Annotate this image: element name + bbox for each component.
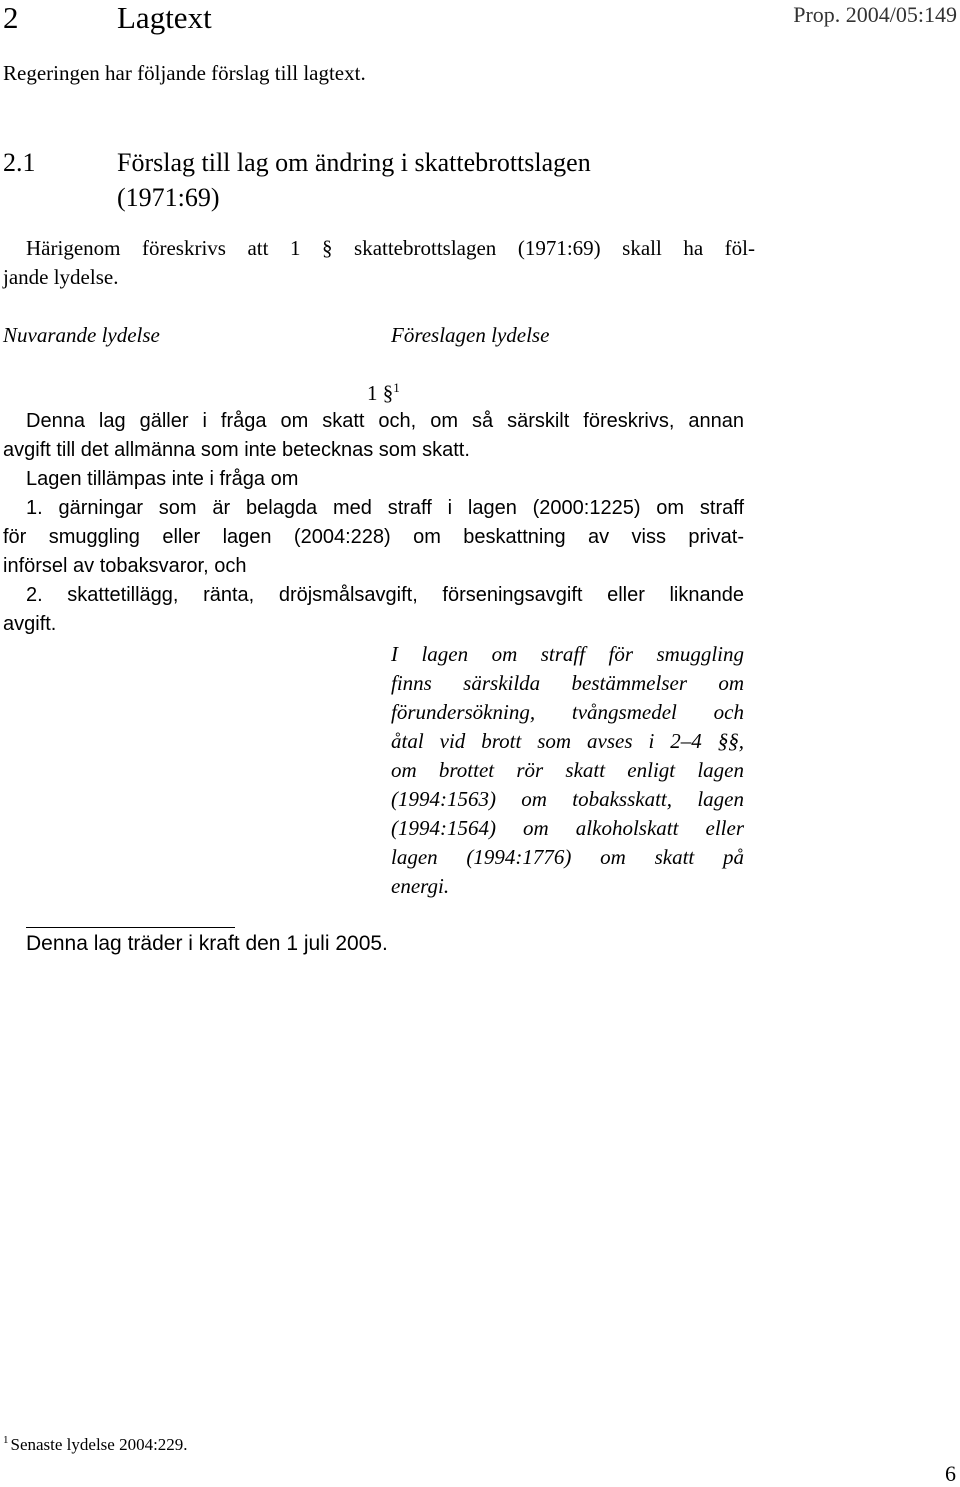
divider-rule (26, 927, 235, 928)
proposed-note-line: energi. (391, 874, 450, 898)
page-number: 6 (945, 1461, 956, 1486)
proposed-note-line: lagen (1994:1776) om skatt på (391, 845, 744, 869)
paragraph-sign: 1 § (367, 381, 394, 405)
law-text-line: 1. gärningar som är belagda med straff i lagen (2000:1225) om straff (26, 497, 744, 519)
proposed-note-line: (1994:1563) om tobaksskatt, lagen (391, 787, 744, 811)
section-number: 2.1 (3, 148, 36, 177)
law-text-line: Denna lag gäller i fråga om skatt och, om så särskilt föreskrivs, annan (26, 410, 744, 432)
column-heading-current: Nuvarande lydelse (3, 323, 160, 347)
body-text-line-1: Härigenom föreskrivs att 1 § skattebrottslagen (1971:69) skall ha föl- (26, 236, 755, 260)
body-text-line-2: jande lydelse. (3, 265, 119, 289)
section-title-line-1: Förslag till lag om ändring i skattebrottslagen (117, 148, 591, 177)
footnote-number: 1 (3, 1434, 9, 1446)
proposed-note-line: om brottet rör skatt enligt lagen (391, 758, 744, 782)
effective-date-text: Denna lag träder i kraft den 1 juli 2005. (26, 932, 388, 955)
law-text-line: införsel av tobaksvaror, och (3, 555, 247, 577)
paragraph-heading (367, 380, 400, 406)
proposition-reference: Prop. 2004/05:149 (793, 2, 957, 27)
section-title-line-2: (1971:69) (117, 183, 220, 212)
proposed-note-line: åtal vid brott som avses i 2–4 §§, (391, 729, 744, 753)
column-heading-proposed: Föreslagen lydelse (391, 323, 550, 347)
law-text-line: 2. skattetillägg, ränta, dröjsmålsavgift, förseningsavgift eller liknande (26, 584, 744, 606)
proposed-note-line: I lagen om straff för smuggling (391, 642, 744, 666)
footnote-text: Senaste lydelse 2004:229. (10, 1435, 188, 1454)
chapter-number: 2 (3, 0, 19, 35)
law-text-line: avgift. (3, 613, 57, 635)
footnote-reference: 1 (393, 380, 400, 395)
law-text-line: Lagen tillämpas inte i fråga om (26, 468, 299, 490)
law-text-line: avgift till det allmänna som inte betecknas som skatt. (3, 439, 470, 461)
footnote (3, 1434, 188, 1455)
intro-text: Regeringen har följande förslag till lagtext. (3, 61, 366, 85)
proposed-note-line: finns särskilda bestämmelser om (391, 671, 744, 695)
chapter-title: Lagtext (117, 0, 212, 35)
proposed-note-line: förundersökning, tvångsmedel och (391, 700, 744, 724)
law-text-line: för smuggling eller lagen (2004:228) om beskattning av viss privat- (3, 526, 744, 548)
proposed-note-line: (1994:1564) om alkoholskatt eller (391, 816, 744, 840)
